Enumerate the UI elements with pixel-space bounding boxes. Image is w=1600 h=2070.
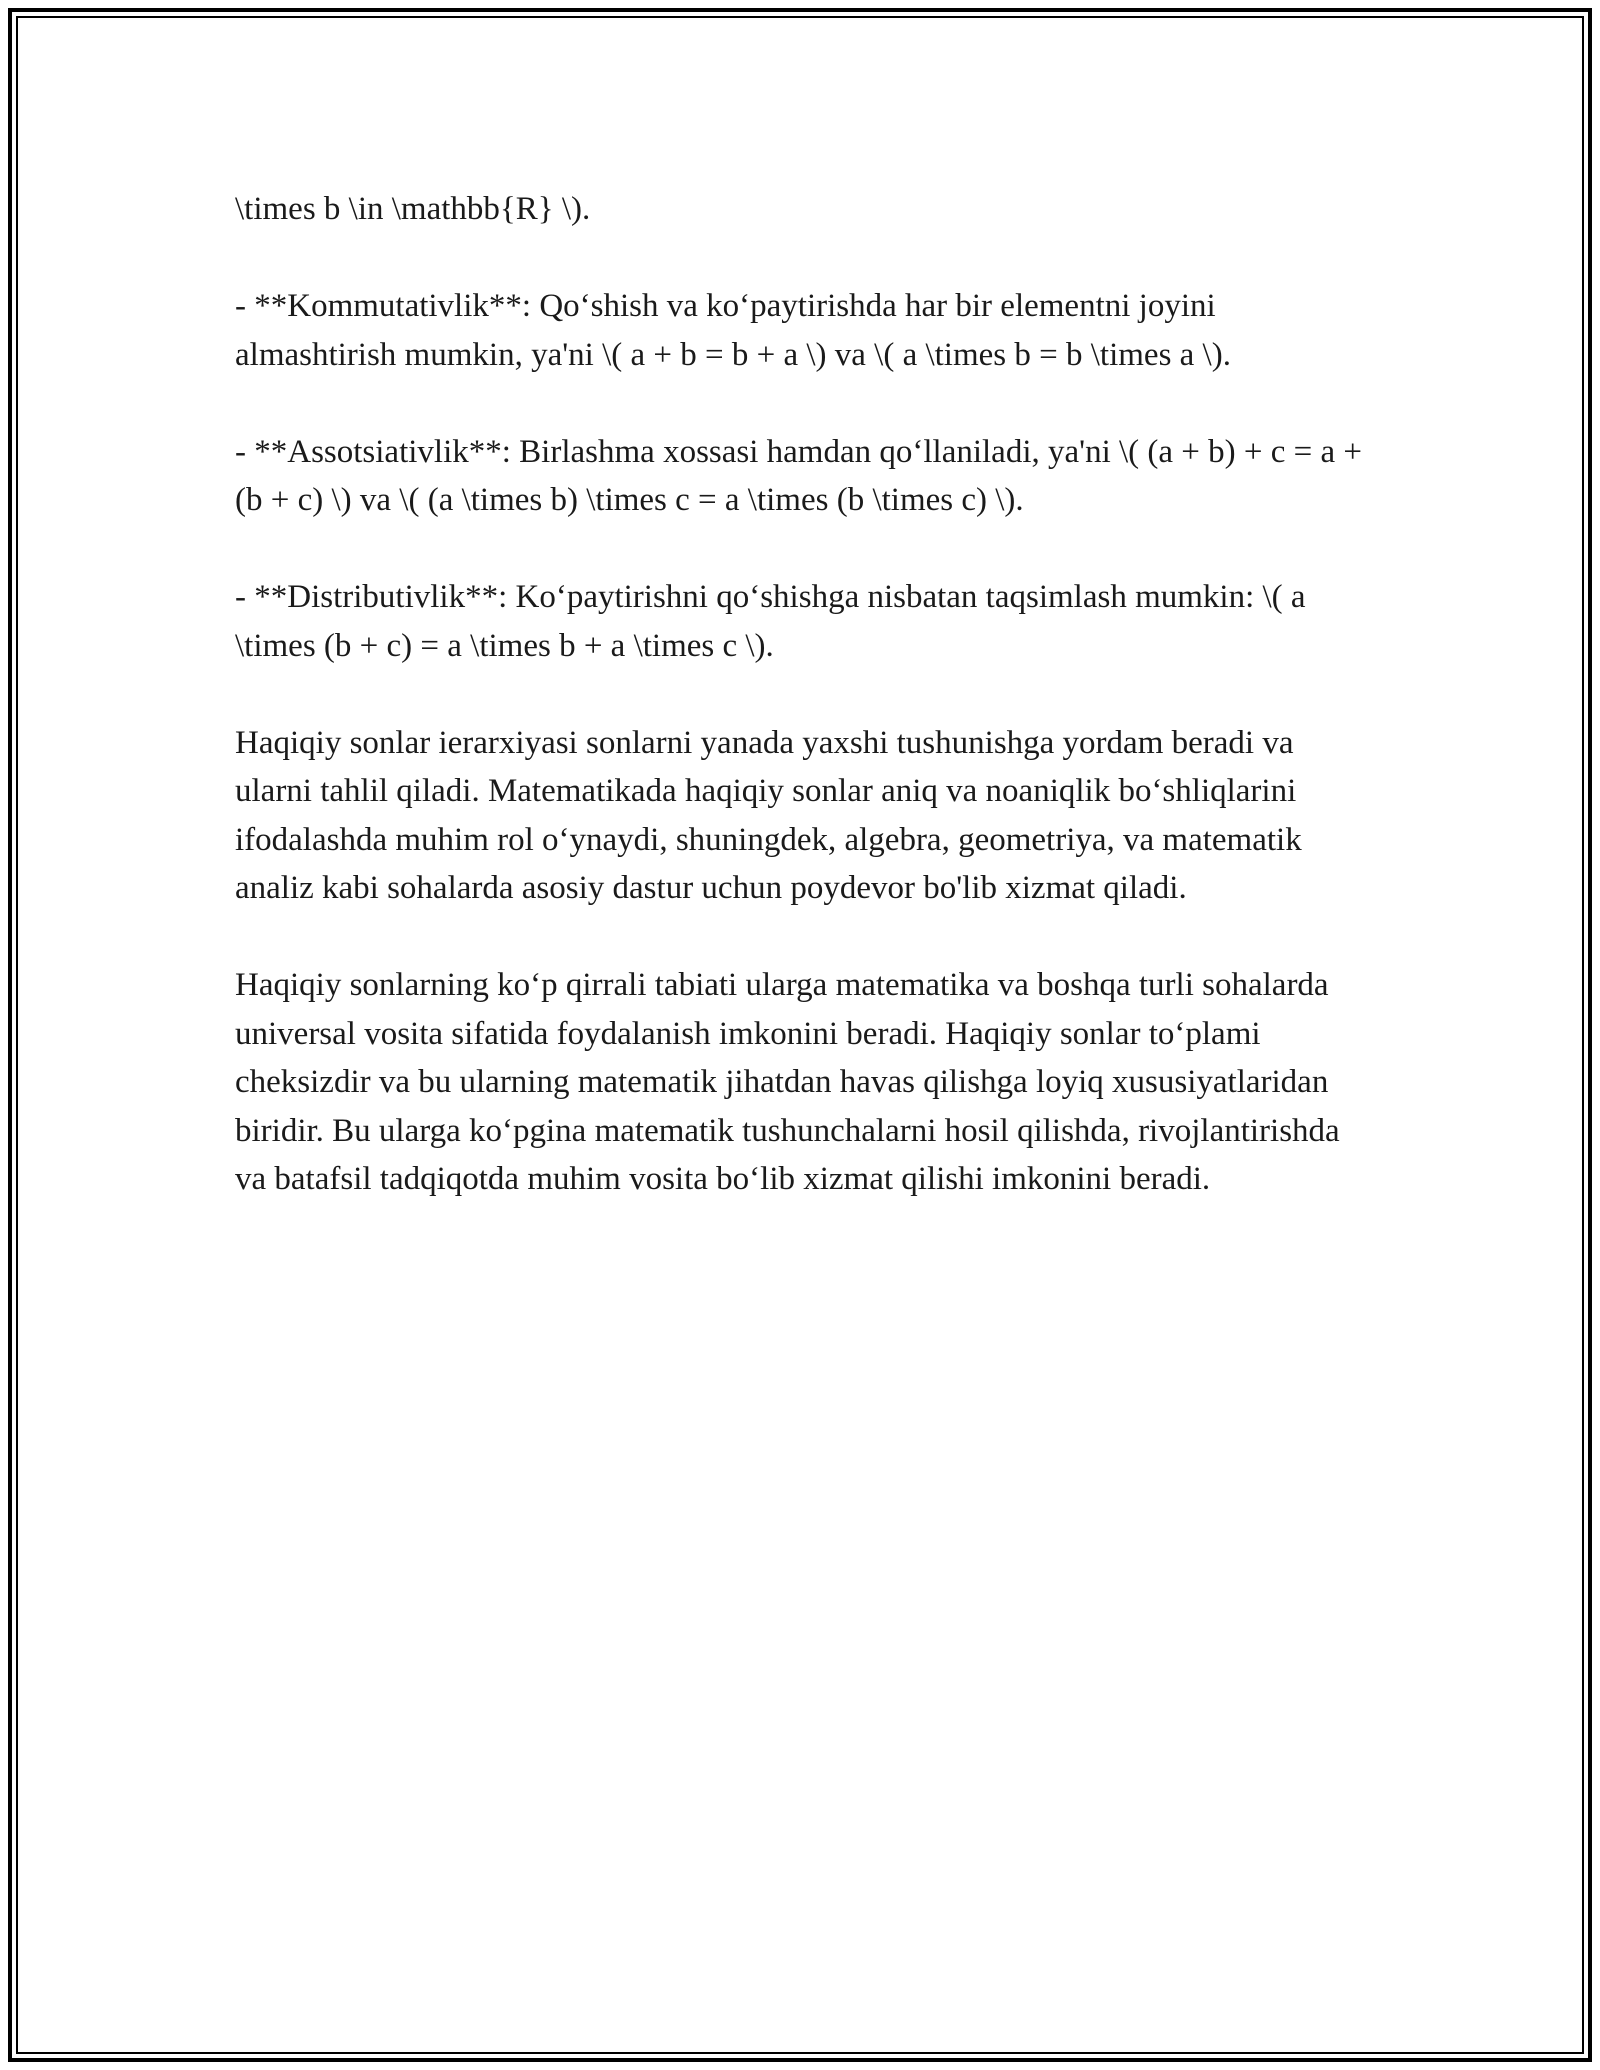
- paragraph-assotsiativlik: - **Assotsiativlik**: Birlashma xossasi hamdan qo‘llaniladi, ya'ni \( (a + b) + c = a + (b + c) \) va \( (a \times b) \times c = a \times (b \times c) \).: [235, 433, 1363, 518]
- paragraph-kommutativlik: - **Kommutativlik**: Qo‘shish va ko‘paytirishda har bir elementni joyini almashtirish mumkin, ya'ni \( a + b = b + a \) va \( a \times b = b \times a \).: [235, 288, 1231, 373]
- paragraph-ierarxiya: Haqiqiy sonlar ierarxiyasi sonlarni yanada yaxshi tushunishga yordam beradi va ularni tahlil qiladi. Matematikada haqiqiy sonlar aniq va noaniqlik bo‘shliqlarini ifodalashda muhim rol o‘ynaydi, shuningdek, algebra, geometriya, va matematik analiz kabi sohalarda asosiy dastur uchun poydevor bo'lib xizmat qiladi.: [235, 724, 1302, 906]
- paragraph-tabiati: Haqiqiy sonlarning ko‘p qirrali tabiati ularga matematika va boshqa turli sohalarda universal vosita sifatida foydalanish imkonini beradi. Haqiqiy sonlar to‘plami cheksizdir va bu ularning matematik jihatdan havas qilishga loyiq xususiyatlaridan biridir. Bu ularga ko‘pgina matematik tushunchalarni hosil qilishda, rivojlantirishda va batafsil tadqiqotda muhim vosita bo‘lib xizmat qilishi imkonini beradi.: [235, 967, 1340, 1197]
- document-body: [235, 185, 1375, 1252]
- paragraph-distributivlik: - **Distributivlik**: Ko‘paytirishni qo‘shishga nisbatan taqsimlash mumkin: \( a \times (b + c) = a \times b + a \times c \).: [235, 579, 1306, 664]
- paragraph-continuation: \times b \in \mathbb{R} \).: [235, 191, 591, 227]
